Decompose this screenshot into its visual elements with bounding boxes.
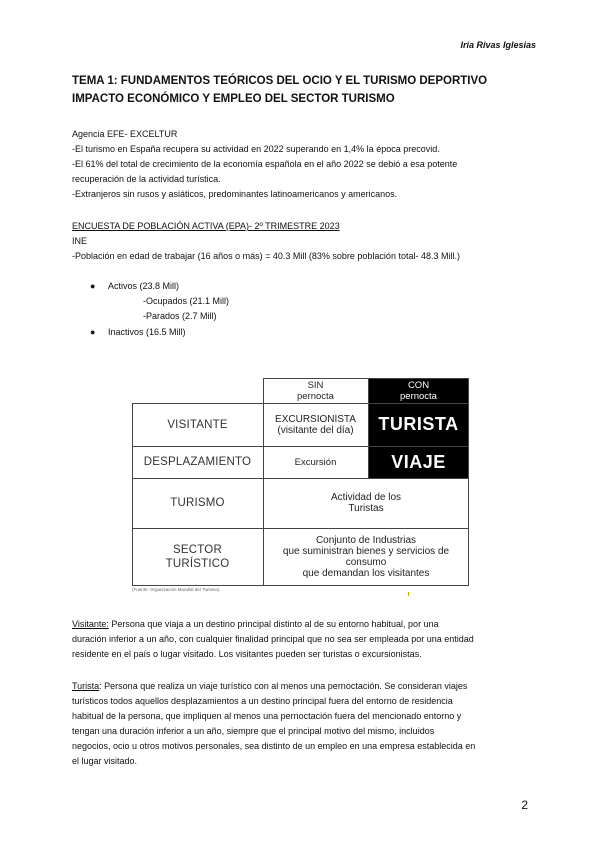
conjunto-line: que suministran bienes y servicios de <box>282 545 450 557</box>
cell-viaje: VIAJE <box>391 451 446 472</box>
header-con-pernocta <box>368 378 469 403</box>
actividad-line: Turistas <box>348 503 384 514</box>
sector-line: SECTOR <box>173 543 222 556</box>
page-number: 2 <box>521 798 528 812</box>
row-label-visitante: VISITANTE <box>167 418 228 431</box>
header-con-label: CON <box>407 379 430 391</box>
turista-line: el lugar visitado. <box>72 756 138 766</box>
encuesta-heading: ENCUESTA DE POBLACIÓN ACTIVA (EPA)- 2º TRIMESTRE 2023 <box>72 221 340 231</box>
document-title: TEMA 1: FUNDAMENTOS TEÓRICOS DEL OCIO Y EL TURISMO DEPORTIVO <box>72 75 488 87</box>
turista-line: negocios, ocio u otros motivos personales, sea distinto de un empleo en una empresa establecida en <box>72 741 476 751</box>
agencia-heading: Agencia EFE- EXCELTUR <box>72 129 178 139</box>
agencia-line: -El turismo en España recupera su actividad en 2022 superando en 1,4% la época precovid. <box>72 144 440 154</box>
sector-line: TURÍSTICO <box>165 557 230 570</box>
inactivos-item: Inactivos (16.5 Mill) <box>108 327 186 337</box>
turista-definition <box>72 679 532 694</box>
encuesta-source: INE <box>72 236 88 246</box>
table-caption: (Fuente: Organización Mundial del Turismo) <box>132 587 220 592</box>
turista-line: turísticos todos aquellos desplazamientos a un destino principal fuera del entorno de residencia <box>72 696 453 706</box>
ocupados-item: -Ocupados (21.1 Mill) <box>143 296 230 306</box>
row-label-desplazamiento: DESPLAZAMIENTO <box>143 456 252 468</box>
row-label-turismo: TURISMO <box>170 497 225 509</box>
header-con-sublabel: pernocta <box>400 390 437 402</box>
conjunto-line: que demandan los visitantes <box>302 567 430 579</box>
visitante-line: duración inferior a un año, con cualquier finalidad principal que no sea ser empleada por una entidad <box>72 634 474 644</box>
turista-term: Turista <box>72 681 100 691</box>
header-sin-sublabel: pernocta <box>297 390 334 402</box>
bullet-icon: ● <box>90 327 96 337</box>
cell-excursionista <box>263 403 368 446</box>
header-sin-pernocta <box>263 378 368 403</box>
document-subtitle: IMPACTO ECONÓMICO Y EMPLEO DEL SECTOR TURISMO <box>72 93 395 105</box>
row-label-sector <box>132 528 263 585</box>
agencia-line: -Extranjeros sin rusos y asiáticos, predominantes latinoamericanos y americanos. <box>72 189 398 199</box>
poblacion-line: -Población en edad de trabajar (16 años o más) = 40.3 Mill (83% sobre población total- 48.3 Mill.) <box>72 251 460 261</box>
turista-text: : Persona que realiza un viaje turístico con al menos una pernoctación. Se consideran viajes <box>99 681 468 691</box>
tourism-concepts-table <box>132 378 469 586</box>
visitante-line: residente en el país o lugar visitado. Los visitantes pueden ser turistas o excursionistas. <box>72 649 422 659</box>
excursionista-label: EXCURSIONISTA <box>275 413 356 425</box>
cell-excursion: Excursión <box>294 456 337 468</box>
excursionista-sublabel: (visitante del día) <box>277 424 354 436</box>
header-sin-label: SIN <box>307 379 324 391</box>
conjunto-line: Conjunto de Industrias <box>315 534 417 546</box>
cell-turista: TURISTA <box>378 414 459 434</box>
decorative-mark <box>408 592 409 596</box>
author-name: Iria Rivas Iglesias <box>460 40 536 50</box>
visitante-text: Persona que viaja a un destino principal distinto al de su entorno habitual, por una <box>108 619 439 629</box>
bullet-icon: ● <box>90 281 96 291</box>
visitante-term: Visitante: <box>72 619 109 629</box>
conjunto-line: consumo <box>345 556 387 568</box>
cell-actividad <box>263 478 469 528</box>
cell-conjunto <box>263 528 469 585</box>
agencia-line: -El 61% del total de crecimiento de la economía española en el año 2022 se debió a esa potente <box>72 159 458 169</box>
activos-item: Activos (23.8 Mill) <box>108 281 180 291</box>
table-line <box>132 585 469 586</box>
actividad-line: Actividad de los <box>330 492 402 503</box>
agencia-line: recuperación de la actividad turística. <box>72 174 221 184</box>
turista-line: habitual de la persona, que impliquen al menos una pernoctación fuera del mencionado entorno y <box>72 711 462 721</box>
visitante-definition <box>72 617 532 632</box>
turista-line: tengan una duración inferior a un año, siempre que el principal motivo del mismo, incluidos <box>72 726 435 736</box>
parados-item: -Parados (2.7 Mill) <box>143 311 217 321</box>
